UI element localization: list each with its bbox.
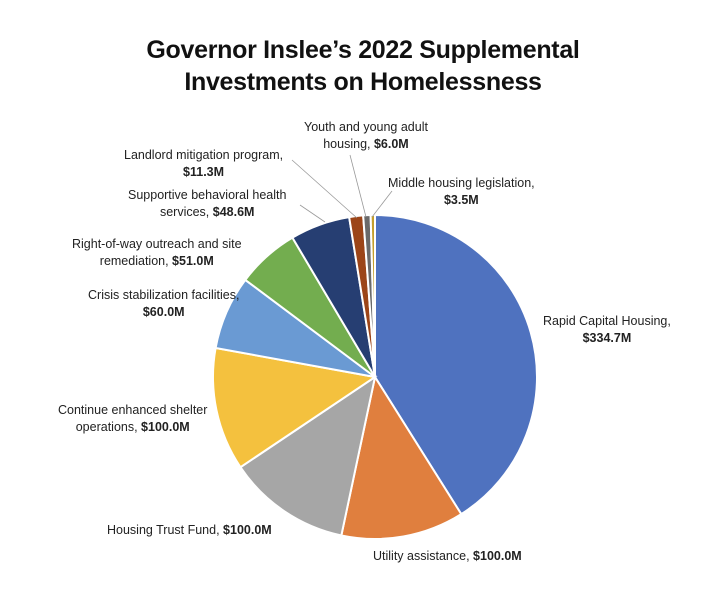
leader-youth xyxy=(350,155,366,217)
label-supportive-behavioral-health: Supportive behavioral health services, $48.6M xyxy=(128,188,287,219)
label-rapid-capital-housing: Rapid Capital Housing, $334.7M xyxy=(543,314,671,345)
label-crisis-stabilization: Crisis stabilization facilities, $60.0M xyxy=(88,288,240,319)
chart-title-line-1: Governor Inslee’s 2022 Supplemental xyxy=(146,36,580,64)
label-youth-young-adult-housing: Youth and young adult housing, $6.0M xyxy=(304,120,428,151)
label-utility-assistance: Utility assistance, $100.0M xyxy=(373,549,522,563)
label-middle-housing-legislation: Middle housing legislation, $3.5M xyxy=(388,176,535,207)
label-housing-trust-fund: Housing Trust Fund, $100.0M xyxy=(107,523,272,537)
label-continue-enhanced-shelter: Continue enhanced shelter operations, $100.0M xyxy=(58,403,208,434)
leader-supportive xyxy=(300,205,325,222)
leader-landlord xyxy=(292,160,357,218)
label-right-of-way: Right-of-way outreach and site remediation, $51.0M xyxy=(72,237,242,268)
label-landlord-mitigation: Landlord mitigation program, $11.3M xyxy=(124,148,284,179)
chart-title-line-2: Investments on Homelessness xyxy=(184,68,542,96)
